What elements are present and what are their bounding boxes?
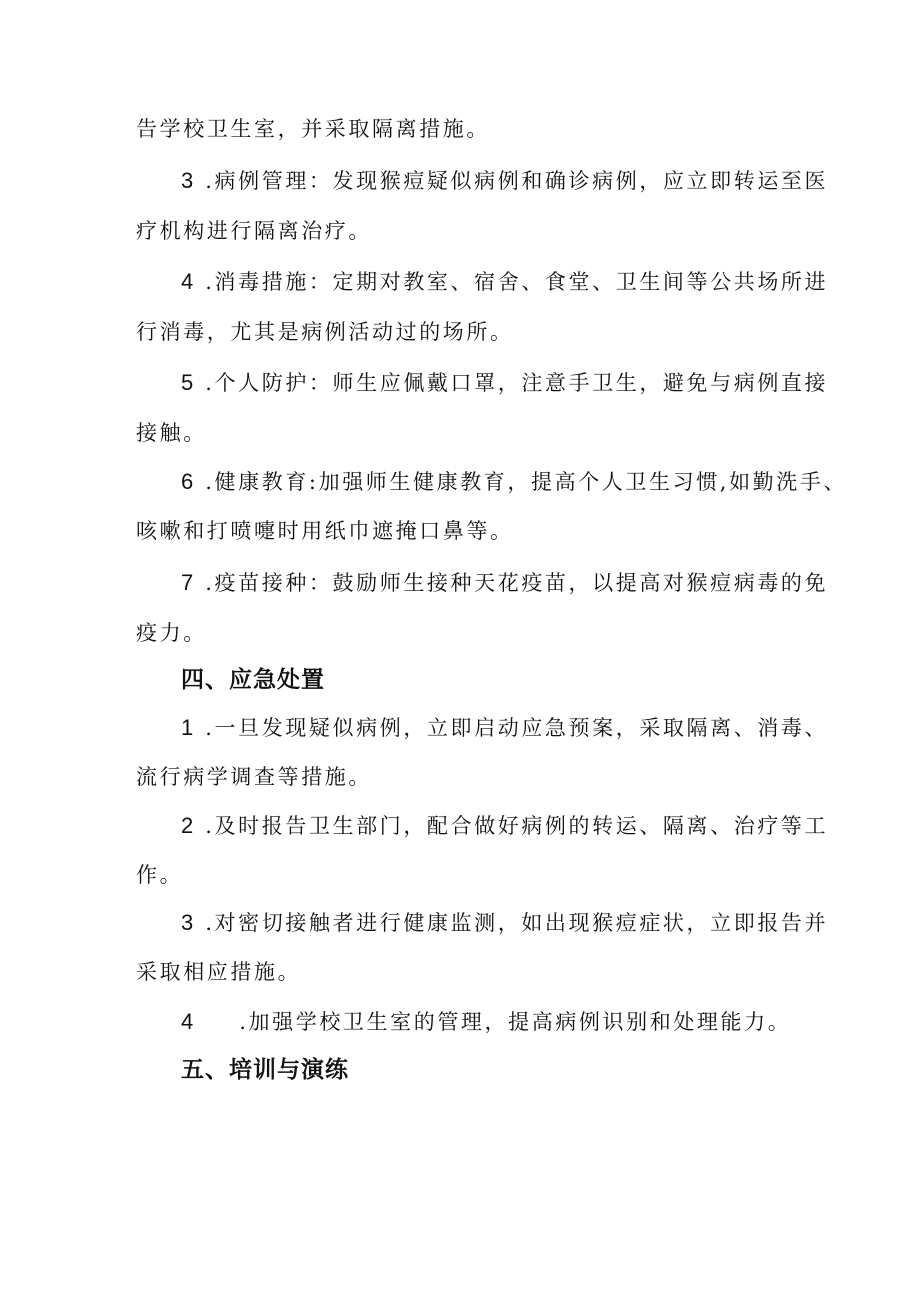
list-item-4-line1: [181, 267, 828, 297]
emergency-item-1-line1: [181, 713, 828, 743]
list-text: .消毒措施：定期对教室、宿舍、食堂、卫生间等公共场所进: [205, 270, 829, 294]
list-number: 7: [181, 570, 194, 595]
list-text: .病例管理：发现猴痘疑似病例和确诊病例，应立即转运至医: [205, 169, 829, 193]
list-number: 5: [181, 370, 194, 395]
list-text: .疫苗接种：鼓励师生接种天花疫苗，以提高对猴痘病毒的免: [205, 571, 829, 595]
list-item-5-line1: [181, 368, 828, 398]
list-number: 6: [181, 469, 194, 494]
list-item-6-line2: 咳嗽和打喷嚏时用纸巾遮掩口鼻等。: [136, 519, 514, 543]
emergency-item-4-line1: [181, 1007, 791, 1037]
list-text: .健康教育:加强师生健康教育，提高个人卫生习惯,如勤洗手、: [205, 470, 848, 494]
section-heading-emergency: 四、应急处置: [181, 667, 325, 693]
list-number: 4: [181, 269, 194, 294]
list-text: .加强学校卫生室的管理，提高病例识别和处理能力。: [239, 1010, 792, 1034]
list-item-4-line2: 行消毒，尤其是病例活动过的场所。: [136, 320, 514, 344]
emergency-item-2-line2: 作。: [136, 863, 184, 887]
paragraph-continuation: 告学校卫生室，并采取隔离措施。: [136, 117, 490, 141]
list-item-5-line2: 接触。: [136, 421, 207, 445]
list-number: 1: [181, 715, 194, 740]
list-item-3-line2: 疗机构进行隔离治疗。: [136, 219, 372, 243]
list-item-7-line2: 疫力。: [136, 621, 207, 645]
list-item-3-line1: [181, 166, 828, 196]
emergency-item-1-line2: 流行病学调查等措施。: [136, 765, 372, 789]
list-text: .及时报告卫生部门，配合做好病例的转运、隔离、治疗等工: [205, 814, 829, 838]
list-text: .一旦发现疑似病例，立即启动应急预案，采取隔离、消毒、: [205, 716, 829, 740]
list-text: .对密切接触者进行健康监测，如出现猴痘症状，立即报告并: [205, 911, 829, 935]
emergency-item-3-line2: 采取相应措施。: [136, 960, 302, 984]
list-item-7-line1: [181, 568, 828, 598]
list-number: 2: [181, 813, 194, 838]
list-text: .个人防护：师生应佩戴口罩，注意手卫生，避免与病例直接: [205, 371, 829, 395]
emergency-item-2-line1: [181, 811, 828, 841]
section-heading-training: 五、培训与演练: [181, 1057, 349, 1083]
list-number: 3: [181, 910, 194, 935]
list-number: 3: [181, 168, 194, 193]
list-number: 4: [181, 1009, 194, 1034]
emergency-item-3-line1: [181, 908, 828, 938]
list-item-6-line1: [181, 467, 847, 497]
